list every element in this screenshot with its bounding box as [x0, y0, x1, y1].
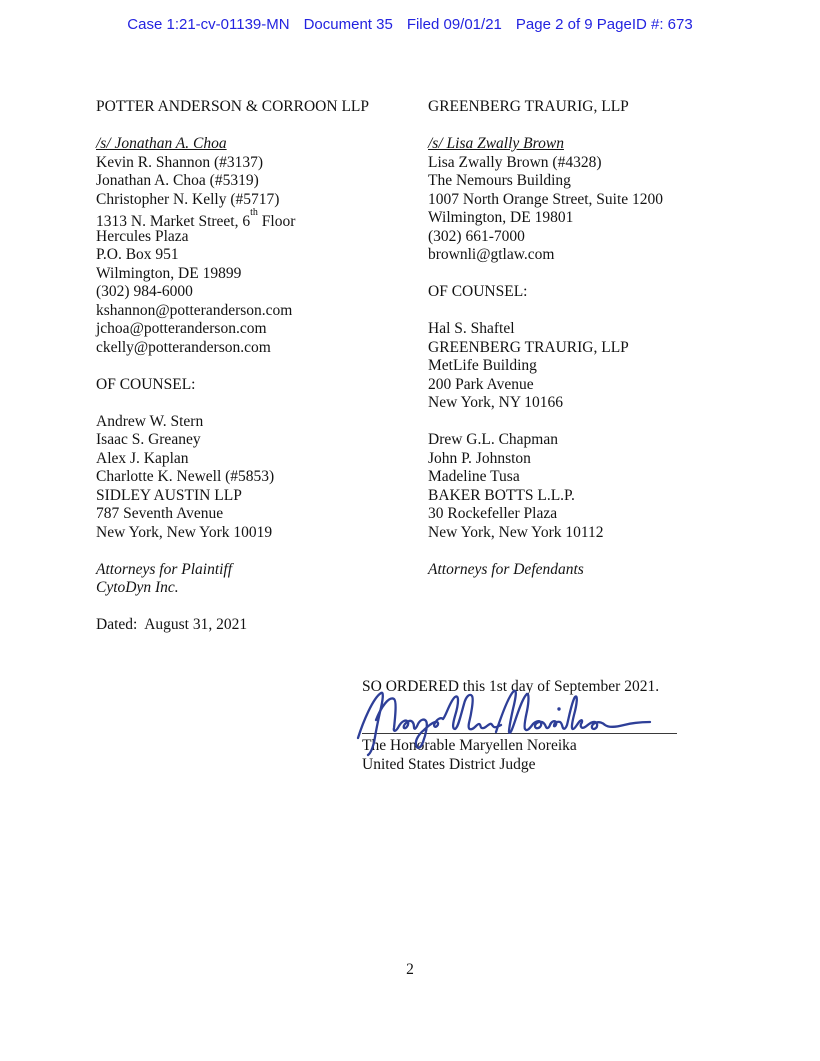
- case-header-segment: Page 2 of 9 PageID #: 673: [515, 16, 693, 33]
- judge-name: The Honorable Maryellen Noreika: [362, 737, 577, 754]
- contact-line: (302) 661-7000: [428, 227, 525, 245]
- signature-line: [362, 733, 677, 734]
- of-counsel-heading-plaintiff: OF COUNSEL:: [96, 375, 196, 393]
- contact-line: Wilmington, DE 19801: [428, 209, 574, 226]
- of-counsel-line: Madeline Tusa: [428, 468, 520, 485]
- case-header-segment: Filed 09/01/21: [406, 16, 502, 33]
- page-number: 2: [406, 961, 414, 978]
- case-header-segment: Case 1:21-cv-01139-MN: [127, 16, 290, 33]
- of-counsel-line: GREENBERG TRAURIG, LLP: [428, 338, 629, 356]
- electronic-signature-plaintiff: /s/ Jonathan A. Choa: [96, 135, 227, 152]
- plaintiff-counsel-block: [96, 98, 436, 635]
- of-counsel-line: Alex J. Kaplan: [96, 449, 189, 467]
- of-counsel-line: SIDLEY AUSTIN LLP: [96, 486, 242, 504]
- of-counsel-line: Andrew W. Stern: [96, 412, 204, 430]
- ordinal-superscript: th: [250, 207, 258, 218]
- case-header-segment: Document 35: [303, 16, 393, 33]
- of-counsel-line: BAKER BOTTS L.L.P.: [428, 486, 575, 504]
- of-counsel-line: Isaac S. Greaney: [96, 431, 201, 448]
- of-counsel-line: MetLife Building: [428, 357, 537, 374]
- attorney-name: Jonathan A. Choa (#5319): [96, 172, 259, 189]
- address-line: P.O. Box 951: [96, 246, 179, 263]
- address-line: (302) 984-6000: [96, 283, 193, 300]
- contact-line: Lisa Zwally Brown (#4328): [428, 153, 602, 171]
- case-header: [0, 16, 820, 33]
- firm-name-defendant: GREENBERG TRAURIG, LLP: [428, 98, 629, 115]
- judge-title: United States District Judge: [362, 756, 536, 773]
- defendant-counsel-block: [428, 98, 768, 579]
- address-line: Hercules Plaza: [96, 227, 189, 245]
- of-counsel-line: New York, NY 10166: [428, 394, 564, 411]
- of-counsel-line: Hal S. Shaftel: [428, 320, 515, 337]
- of-counsel-line: 30 Rockefeller Plaza: [428, 505, 558, 522]
- contact-line: 1007 North Orange Street, Suite 1200: [428, 190, 664, 208]
- so-ordered-text: SO ORDERED this 1st day of September 2021.: [362, 678, 660, 695]
- email-address: kshannon@potteranderson.com: [96, 301, 293, 319]
- of-counsel-line: 200 Park Avenue: [428, 375, 534, 393]
- of-counsel-line: Charlotte K. Newell (#5853): [96, 468, 275, 485]
- of-counsel-line: 787 Seventh Avenue: [96, 505, 224, 522]
- email-address: jchoa@potteranderson.com: [96, 320, 267, 337]
- of-counsel-line: John P. Johnston: [428, 449, 531, 467]
- of-counsel-heading-defendant: OF COUNSEL:: [428, 283, 528, 300]
- so-ordered-block: [362, 678, 692, 773]
- firm-name-plaintiff: POTTER ANDERSON & CORROON LLP: [96, 98, 369, 115]
- attorney-name: Kevin R. Shannon (#3137): [96, 153, 264, 171]
- role-line-defendant: Attorneys for Defendants: [428, 560, 584, 578]
- role-line-plaintiff: CytoDyn Inc.: [96, 579, 179, 596]
- role-line-plaintiff: Attorneys for Plaintiff: [96, 560, 233, 578]
- contact-line: brownli@gtlaw.com: [428, 246, 555, 263]
- contact-line: The Nemours Building: [428, 172, 571, 189]
- of-counsel-line: New York, New York 10019: [96, 523, 273, 541]
- electronic-signature-defendant: /s/ Lisa Zwally Brown: [428, 135, 564, 152]
- address-line-street: 1313 N. Market Street, 6th Floor: [96, 207, 296, 231]
- email-address: ckelly@potteranderson.com: [96, 338, 271, 356]
- dated-line: Dated: August 31, 2021: [96, 616, 248, 633]
- attorney-name: Christopher N. Kelly (#5717): [96, 190, 280, 208]
- of-counsel-line: New York, New York 10112: [428, 523, 604, 541]
- address-line: Wilmington, DE 19899: [96, 264, 242, 282]
- of-counsel-line: Drew G.L. Chapman: [428, 431, 558, 448]
